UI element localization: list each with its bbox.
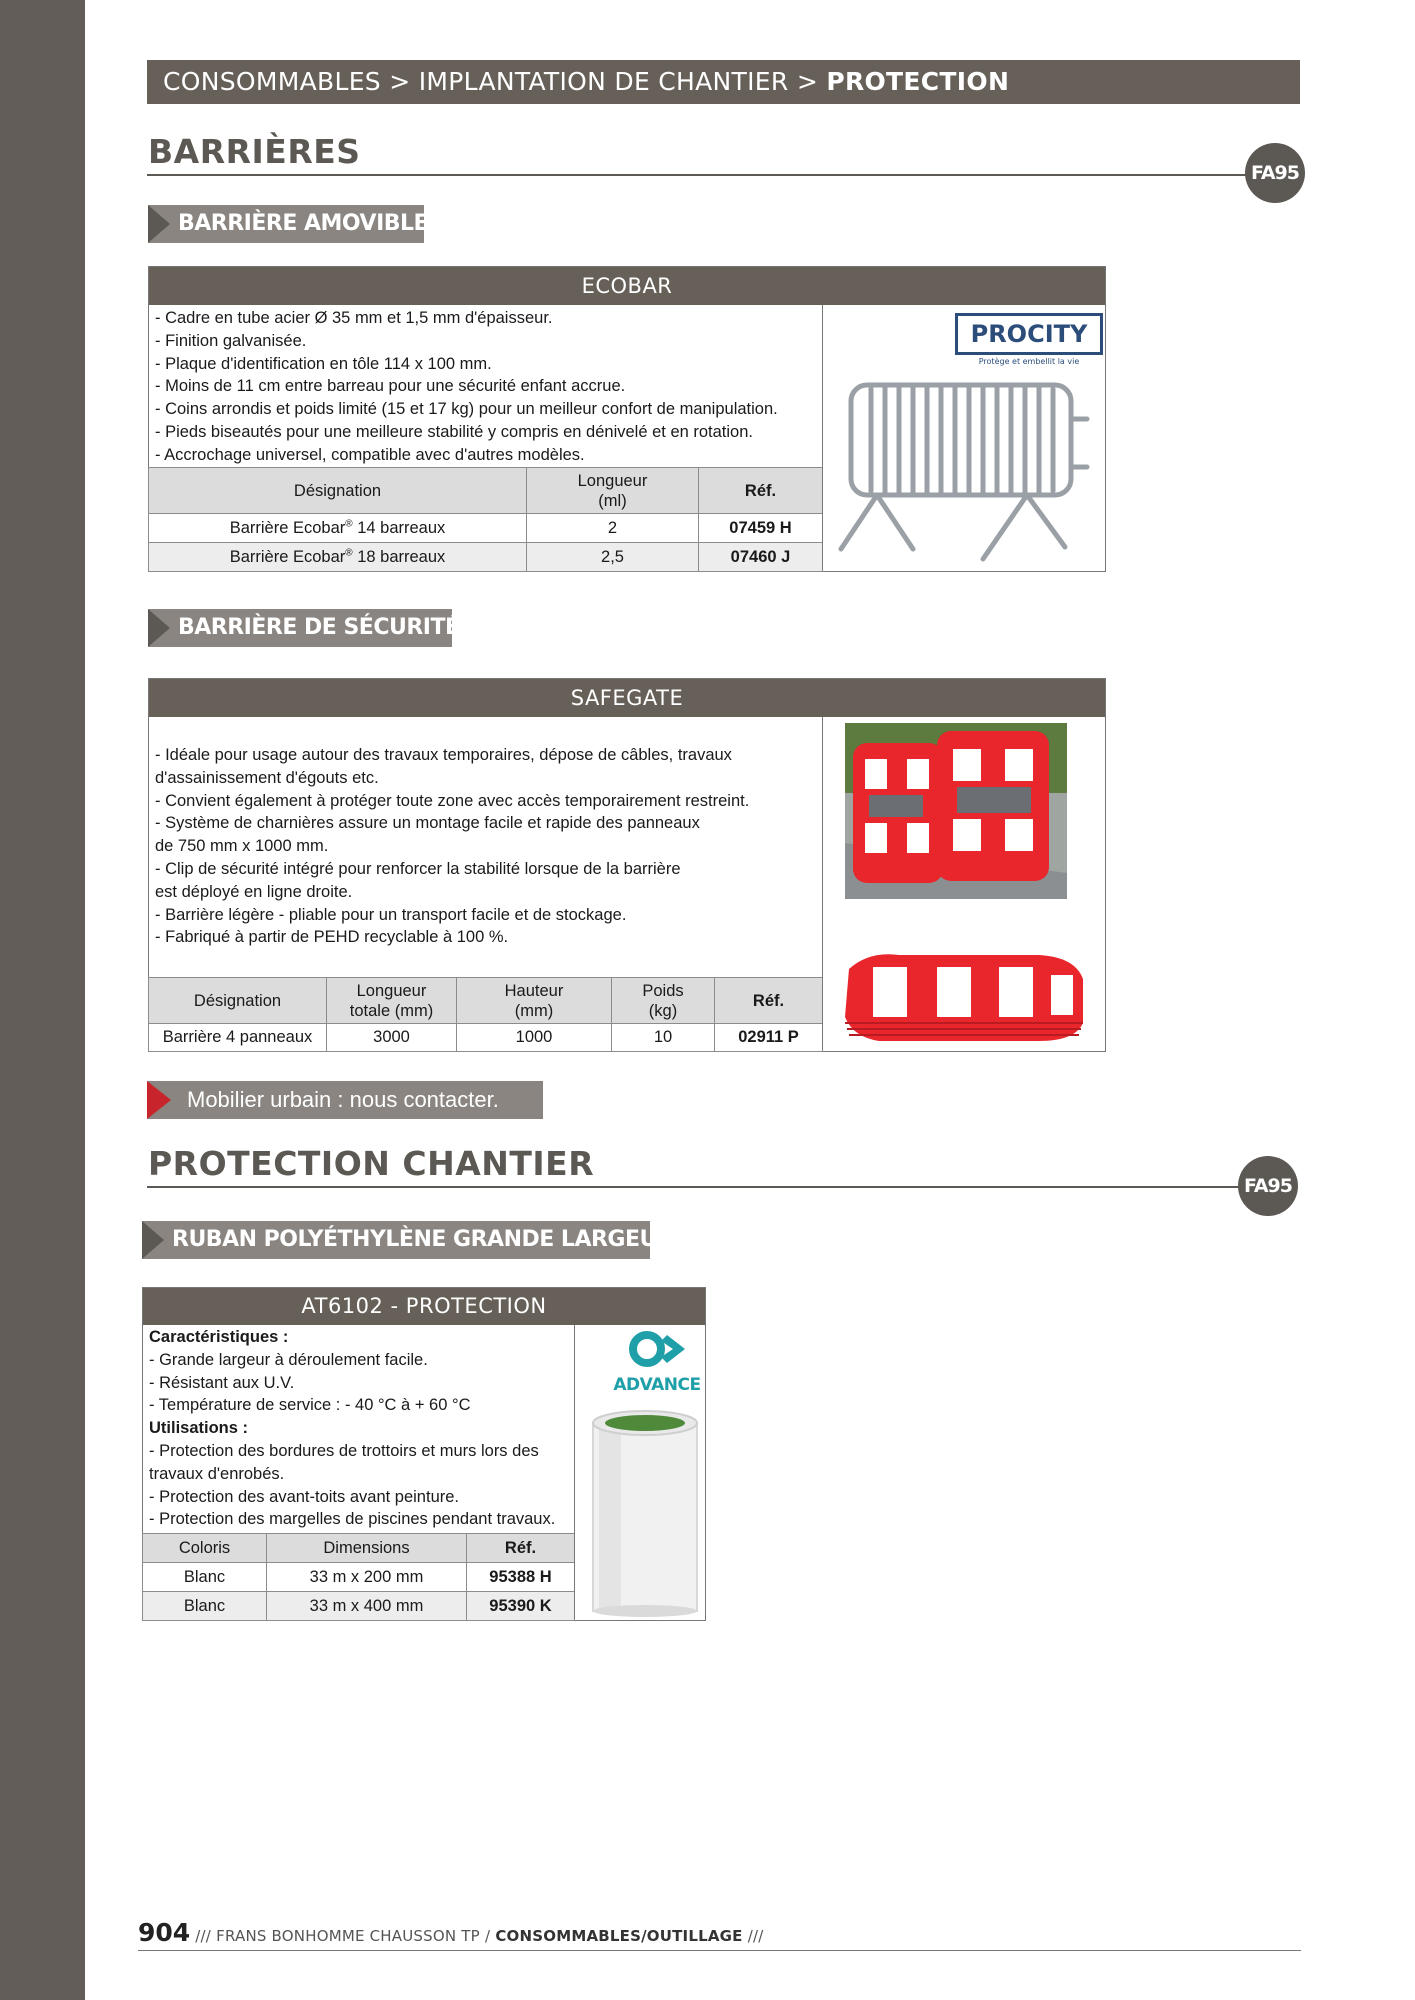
notice-arrow-icon <box>147 1081 171 1119</box>
table-row <box>149 514 823 543</box>
section-title-barrieres: BARRIÈRES <box>148 132 361 171</box>
product-header-ecobar: ECOBAR <box>149 267 1105 305</box>
product-header-at6102: AT6102 - PROTECTION <box>143 1288 705 1325</box>
feature-line: - Convient également à protéger toute zone avec accès temporairement restreint. <box>155 791 750 810</box>
footer-slashes: /// <box>747 1927 764 1945</box>
product-box-ecobar <box>148 266 1106 572</box>
breadcrumb-separator: > <box>389 67 411 96</box>
feature-line: - Moins de 11 cm entre barreau pour une sécurité enfant accrue. <box>155 377 626 396</box>
ecobar-features <box>155 307 778 467</box>
feature-line: - Idéale pour usage autour des travaux temporaires, dépose de câbles, travaux <box>155 746 732 764</box>
cell-coloris: Blanc <box>143 1592 267 1621</box>
desc-line: - Température de service : - 40 °C à + 60 °C <box>149 1396 471 1415</box>
cell-longueur: 2,5 <box>527 543 699 572</box>
cell-ref: 07459 H <box>699 514 823 543</box>
desc-heading: Caractéristiques : <box>149 1328 289 1346</box>
col-header-dimensions: Dimensions <box>267 1534 467 1563</box>
at6102-image-cell <box>574 1325 704 1619</box>
desc-line: - Grande largeur à déroulement facile. <box>149 1350 428 1369</box>
feature-line: - Fabriqué à partir de PEHD recyclable à 100 %. <box>155 928 509 947</box>
product-header-safegate: SAFEGATE <box>149 679 1105 717</box>
feature-line: - Accrochage universel, compatible avec d'autres modèles. <box>155 445 585 464</box>
desc-line: - Protection des bordures de trottoirs et murs lors des <box>149 1441 539 1460</box>
desc-line: - Protection des avant-toits avant peinture. <box>149 1487 460 1506</box>
table-row <box>143 1592 575 1621</box>
left-sidebar-band <box>0 0 85 2000</box>
cell-dimensions: 33 m x 200 mm <box>267 1563 467 1592</box>
subsection-label-securite <box>148 609 460 647</box>
feature-line: - Finition galvanisée. <box>155 331 307 350</box>
cell-designation: Barrière Ecobar® 18 barreaux <box>149 543 527 572</box>
feature-line: de 750 mm x 1000 mm. <box>155 837 329 856</box>
subsection-label-amovible <box>148 205 429 243</box>
col-header-longueur: Longueur (ml) <box>527 468 699 514</box>
safegate-table <box>148 977 823 1052</box>
cell-ref: 95390 K <box>467 1592 575 1621</box>
col-header-longueur: Longueur totale (mm) <box>327 978 457 1024</box>
col-header-hauteur: Hauteur (mm) <box>457 978 612 1024</box>
notice-text: Mobilier urbain : nous contacter. <box>187 1087 499 1112</box>
contact-notice[interactable] <box>147 1081 543 1119</box>
feature-line: - Pieds biseautés pour une meilleure stabilité y compris en dénivelé et en rotation. <box>155 422 753 441</box>
table-row <box>143 1563 575 1592</box>
barrier-illustration <box>837 375 1095 565</box>
breadcrumb-separator: > <box>796 67 819 96</box>
footer-slashes: /// <box>195 1927 212 1945</box>
subsection-label-text: BARRIÈRE AMOVIBLE <box>178 211 429 236</box>
section-rule <box>147 1186 1241 1188</box>
feature-line: - Plaque d'identification en tôle 114 x 100 mm. <box>155 354 492 373</box>
col-header-ref: Réf. <box>699 468 823 514</box>
feature-line: - Coins arrondis et poids limité (15 et 17 kg) pour un meilleur confort de manipulation. <box>155 400 778 419</box>
cell-designation: Barrière 4 panneaux <box>149 1024 327 1052</box>
desc-line: travaux d'enrobés. <box>149 1464 285 1483</box>
safegate-folded-photo <box>839 949 1089 1045</box>
col-header-designation: Désignation <box>149 468 527 514</box>
cell-dimensions: 33 m x 400 mm <box>267 1592 467 1621</box>
feature-line: - Clip de sécurité intégré pour renforcer la stabilité lorsque de la barrière <box>155 859 681 878</box>
cell-ref: 95388 H <box>467 1563 575 1592</box>
label-arrow-icon <box>148 205 170 243</box>
col-header-poids: Poids (kg) <box>612 978 715 1024</box>
table-row <box>149 543 823 572</box>
tape-roll-illustration <box>589 1409 701 1617</box>
safegate-photo <box>845 723 1067 899</box>
ecobar-image-cell <box>822 305 1104 570</box>
product-box-safegate <box>148 678 1106 1052</box>
advance-logo-icon <box>627 1329 693 1377</box>
label-arrow-icon <box>142 1221 164 1259</box>
safegate-features <box>155 744 749 949</box>
procity-tagline: Protège et embellit la vie <box>978 357 1080 366</box>
fa-badge[interactable]: FA95 <box>1245 143 1305 203</box>
feature-line: - Barrière légère - pliable pour un transport facile et de stockage. <box>155 905 627 924</box>
cell-ref: 07460 J <box>699 543 823 572</box>
breadcrumb-item-consommables[interactable]: CONSOMMABLES <box>163 67 381 96</box>
at6102-table <box>142 1533 575 1621</box>
desc-line: - Protection des margelles de piscines pendant travaux. <box>149 1510 556 1529</box>
cell-longueur: 2 <box>527 514 699 543</box>
page-number: 904 <box>138 1918 191 1947</box>
breadcrumb-item-protection: PROTECTION <box>826 67 1010 96</box>
feature-line: est déployé en ligne droite. <box>155 882 353 901</box>
col-header-coloris: Coloris <box>143 1534 267 1563</box>
footer-slash: / <box>484 1927 491 1945</box>
footer-company: FRANS BONHOMME CHAUSSON TP <box>216 1927 480 1945</box>
desc-line: - Résistant aux U.V. <box>149 1373 295 1392</box>
footer-rule <box>138 1950 1301 1951</box>
fa-badge[interactable]: FA95 <box>1238 1156 1298 1216</box>
cell-hauteur: 1000 <box>457 1024 612 1052</box>
subsection-label-text: BARRIÈRE DE SÉCURITÉ <box>178 615 460 640</box>
col-header-ref: Réf. <box>467 1534 575 1563</box>
procity-logo: PROCITY <box>955 313 1103 355</box>
cell-designation: Barrière Ecobar® 14 barreaux <box>149 514 527 543</box>
section-title-protection-chantier: PROTECTION CHANTIER <box>148 1144 595 1183</box>
feature-line: d'assainissement d'égouts etc. <box>155 768 379 787</box>
breadcrumb <box>147 60 1300 104</box>
col-header-designation: Désignation <box>149 978 327 1024</box>
product-box-at6102 <box>142 1287 706 1621</box>
advance-logo-text: ADVANCE <box>613 1375 701 1395</box>
page-footer <box>138 1918 1301 1954</box>
cell-longueur: 3000 <box>327 1024 457 1052</box>
cell-ref: 02911 P <box>715 1024 823 1052</box>
subsection-label-ruban <box>142 1221 674 1259</box>
breadcrumb-item-implantation[interactable]: IMPLANTATION DE CHANTIER <box>418 67 789 96</box>
safegate-image-cell <box>822 717 1104 1050</box>
desc-heading: Utilisations : <box>149 1419 249 1438</box>
at6102-description <box>149 1326 555 1531</box>
subsection-label-text: RUBAN POLYÉTHYLÈNE GRANDE LARGEUR <box>172 1227 674 1252</box>
feature-line: - Cadre en tube acier Ø 35 mm et 1,5 mm d'épaisseur. <box>155 309 553 327</box>
cell-poids: 10 <box>612 1024 715 1052</box>
table-row <box>149 1024 823 1052</box>
col-header-ref: Réf. <box>715 978 823 1024</box>
footer-category: CONSOMMABLES/OUTILLAGE <box>495 1927 743 1945</box>
cell-coloris: Blanc <box>143 1563 267 1592</box>
ecobar-table <box>148 467 823 572</box>
feature-line: - Système de charnières assure un montage facile et rapide des panneaux <box>155 814 700 833</box>
label-arrow-icon <box>148 609 170 647</box>
section-rule <box>147 174 1247 176</box>
